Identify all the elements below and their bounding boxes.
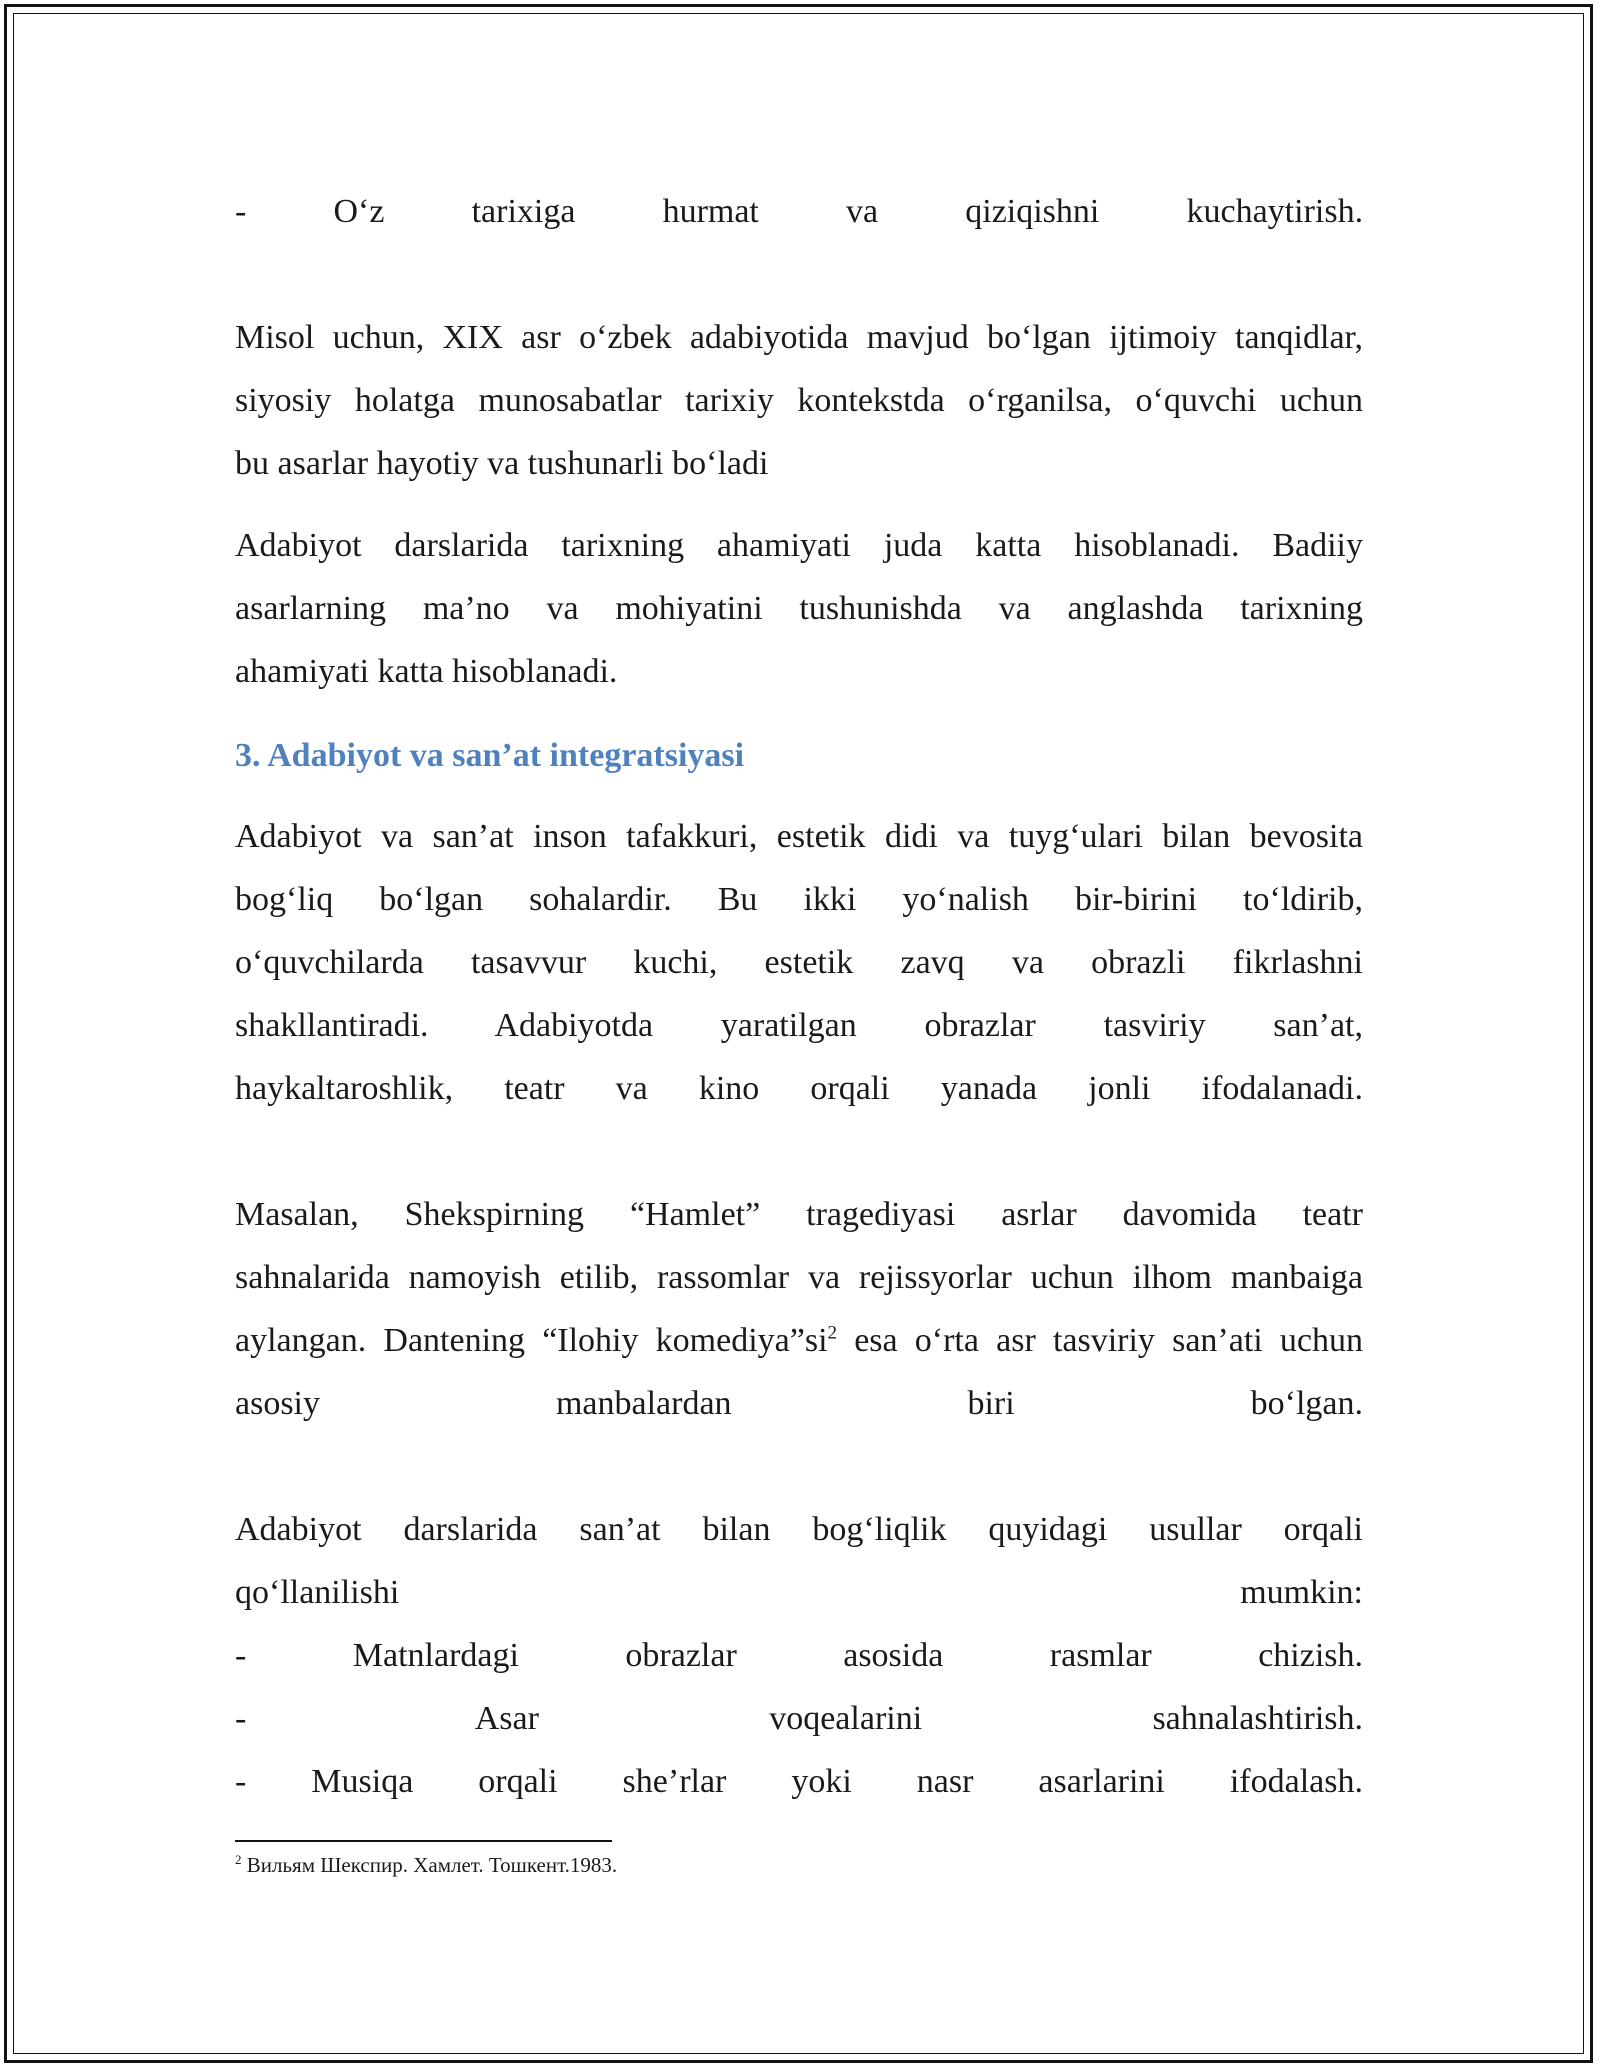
- paragraph-line: sahnalarida namoyish etilib, rassomlar va rejissyorlar uchun ilhom manbaiga: [235, 1259, 1363, 1296]
- paragraph-line: bu asarlar hayotiy va tushunarli bo‘ladi: [235, 445, 769, 482]
- paragraph-literature-art: [235, 805, 1363, 1120]
- paragraph-line: asarlarning ma’no va mohiyatini tushunishda va anglashda tarixning: [235, 590, 1363, 627]
- list-item-music: - Musiqa orqali she’rlar yoki nasr asarlarini ifodalash.: [235, 1763, 1363, 1800]
- bullet-dash: -: [235, 1700, 247, 1737]
- paragraph-line: siyosiy holatga munosabatlar tarixiy kontekstda o‘rganilsa, o‘quvchi uchun: [235, 382, 1363, 419]
- footnote-reference[interactable]: 2: [827, 1322, 838, 1344]
- paragraph-history-importance: [235, 514, 1363, 703]
- paragraph-line: aylangan. Dantening “Ilohiy $komediya”si^2$ esa o‘rta asr tasviriy san’ati uchun: [235, 1322, 1363, 1359]
- list-item-respect-history: - O‘z tarixiga hurmat va qiziqishni kuchaytirish.: [235, 193, 1364, 230]
- bullet-dash: -: [235, 1763, 247, 1800]
- paragraph-line: haykaltaroshlik, teatr va kino orqali yanada jonli ifodalanadi.: [235, 1070, 1363, 1107]
- list-item-staging: - Asar voqealarini sahnalashtirish.: [235, 1700, 1364, 1737]
- paragraph-line: bog‘liq bo‘lgan sohalardir. Bu ikki yo‘nalish bir-birini to‘ldirib,: [235, 881, 1363, 918]
- bullet-dash: -: [235, 193, 247, 230]
- paragraph-line: qo‘llanilishi mumkin:: [235, 1574, 1363, 1611]
- paragraph-line: o‘quvchilarda tasavvur kuchi, estetik zavq va obrazli fikrlashni: [235, 944, 1363, 981]
- paragraph-methods: [235, 1498, 1363, 1813]
- footnote-text: Вильям Шекспир. Хамлет. Тошкент.1983.: [241, 1853, 618, 1877]
- paragraph-hamlet-example: [235, 1183, 1363, 1435]
- paragraph-line: Adabiyot darslarida tarixning ahamiyati juda katta hisoblanadi. Badiiy: [235, 527, 1363, 564]
- bullet-dash: -: [235, 1637, 247, 1674]
- document-body: [235, 180, 1363, 1813]
- paragraph-line: Adabiyot darslarida san’at bilan bog‘liqlik quyidagi usullar orqali: [235, 1511, 1363, 1548]
- paragraph-line: asosiy manbalardan biri bo‘lgan.: [235, 1385, 1364, 1422]
- paragraph-line: Masalan, Shekspirning “Hamlet” tragediyasi asrlar davomida teatr: [235, 1196, 1363, 1233]
- footnote-number: 2: [235, 1852, 242, 1867]
- list-item-drawing: - Matnlardagi obrazlar asosida rasmlar chizish.: [235, 1637, 1363, 1674]
- section-heading: 3. Adabiyot va san’at integratsiyasi: [235, 737, 745, 774]
- paragraph-example-xix: [235, 306, 1363, 495]
- footnote: [235, 1850, 617, 1880]
- paragraph-line: ahamiyati katta hisoblanadi.: [235, 653, 618, 690]
- paragraph-line: shakllantiradi. Adabiyotda yaratilgan obrazlar tasviriy san’at,: [235, 1007, 1363, 1044]
- footnote-separator: [235, 1840, 612, 1842]
- paragraph-line: Misol uchun, XIX asr o‘zbek adabiyotida mavjud bo‘lgan ijtimoiy tanqidlar,: [235, 319, 1363, 356]
- paragraph-line: Adabiyot va san’at inson tafakkuri, estetik didi va tuyg‘ulari bilan bevosita: [235, 818, 1363, 855]
